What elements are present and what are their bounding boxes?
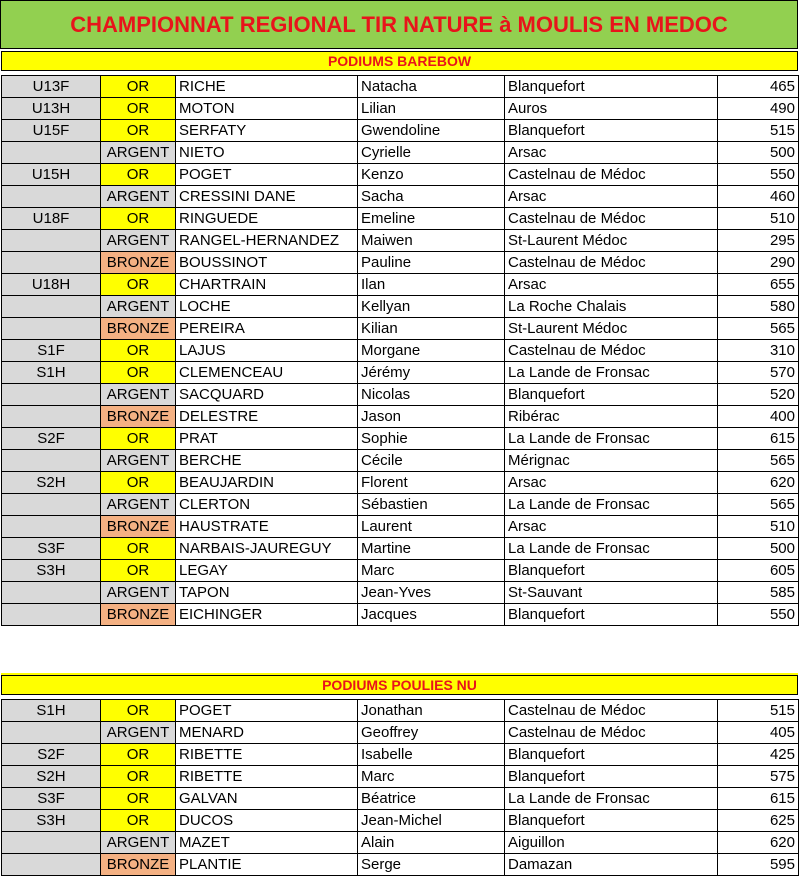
table-row (2, 582, 799, 604)
medal-cell: OR (101, 472, 176, 494)
table-row (2, 142, 799, 164)
medal-cell: BRONZE (101, 516, 176, 538)
table-row (2, 230, 799, 252)
score-cell: 465 (718, 76, 799, 98)
score-cell: 515 (718, 120, 799, 142)
club-cell: Castelnau de Médoc (505, 208, 718, 230)
table-row (2, 428, 799, 450)
score-cell: 510 (718, 208, 799, 230)
medal-cell: OR (101, 274, 176, 296)
last-name-cell: LOCHE (176, 296, 358, 318)
last-name-cell: NARBAIS-JAUREGUY (176, 538, 358, 560)
table-row (2, 296, 799, 318)
last-name-cell: RANGEL-HERNANDEZ (176, 230, 358, 252)
category-cell (2, 604, 101, 626)
category-cell: S2F (2, 428, 101, 450)
medal-cell: OR (101, 208, 176, 230)
last-name-cell: RIBETTE (176, 766, 358, 788)
medal-cell: BRONZE (101, 406, 176, 428)
table-row (2, 472, 799, 494)
score-cell: 515 (718, 700, 799, 722)
table-row (2, 560, 799, 582)
club-cell: Arsac (505, 186, 718, 208)
score-cell: 290 (718, 252, 799, 274)
category-cell (2, 494, 101, 516)
last-name-cell: PRAT (176, 428, 358, 450)
first-name-cell: Pauline (358, 252, 505, 274)
last-name-cell: PLANTIE (176, 854, 358, 876)
score-cell: 405 (718, 722, 799, 744)
first-name-cell: Cyrielle (358, 142, 505, 164)
medal-cell: BRONZE (101, 318, 176, 340)
first-name-cell: Sacha (358, 186, 505, 208)
last-name-cell: BERCHE (176, 450, 358, 472)
club-cell: Blanquefort (505, 766, 718, 788)
club-cell: Arsac (505, 142, 718, 164)
table-row (2, 766, 799, 788)
table-row (2, 450, 799, 472)
category-cell (2, 318, 101, 340)
first-name-cell: Marc (358, 560, 505, 582)
score-cell: 620 (718, 472, 799, 494)
category-cell: U13H (2, 98, 101, 120)
category-cell: S2F (2, 744, 101, 766)
first-name-cell: Maiwen (358, 230, 505, 252)
table-row (2, 788, 799, 810)
first-name-cell: Martine (358, 538, 505, 560)
score-cell: 570 (718, 362, 799, 384)
category-cell: S3F (2, 538, 101, 560)
category-cell: U13F (2, 76, 101, 98)
club-cell: La Lande de Fronsac (505, 428, 718, 450)
club-cell: Blanquefort (505, 560, 718, 582)
score-cell: 575 (718, 766, 799, 788)
club-cell: Blanquefort (505, 810, 718, 832)
first-name-cell: Jean-Michel (358, 810, 505, 832)
table-row (2, 98, 799, 120)
last-name-cell: CLERTON (176, 494, 358, 516)
medal-cell: OR (101, 362, 176, 384)
club-cell: St-Sauvant (505, 582, 718, 604)
score-cell: 565 (718, 450, 799, 472)
score-cell: 585 (718, 582, 799, 604)
medal-cell: ARGENT (101, 722, 176, 744)
club-cell: La Lande de Fronsac (505, 494, 718, 516)
last-name-cell: CHARTRAIN (176, 274, 358, 296)
last-name-cell: CRESSINI DANE (176, 186, 358, 208)
score-cell: 565 (718, 494, 799, 516)
section-heading-barebow: PODIUMS BAREBOW (1, 51, 798, 71)
category-cell (2, 142, 101, 164)
medal-cell: BRONZE (101, 252, 176, 274)
category-cell (2, 450, 101, 472)
last-name-cell: CLEMENCEAU (176, 362, 358, 384)
category-cell: S2H (2, 766, 101, 788)
category-cell: U18H (2, 274, 101, 296)
table-row (2, 722, 799, 744)
medal-cell: BRONZE (101, 854, 176, 876)
last-name-cell: NIETO (176, 142, 358, 164)
club-cell: St-Laurent Médoc (505, 318, 718, 340)
score-cell: 615 (718, 788, 799, 810)
medal-cell: ARGENT (101, 450, 176, 472)
score-cell: 625 (718, 810, 799, 832)
table-row (2, 854, 799, 876)
last-name-cell: MAZET (176, 832, 358, 854)
club-cell: Arsac (505, 274, 718, 296)
first-name-cell: Florent (358, 472, 505, 494)
last-name-cell: MOTON (176, 98, 358, 120)
score-cell: 500 (718, 142, 799, 164)
score-cell: 550 (718, 164, 799, 186)
last-name-cell: HAUSTRATE (176, 516, 358, 538)
first-name-cell: Serge (358, 854, 505, 876)
medal-cell: OR (101, 766, 176, 788)
score-cell: 620 (718, 832, 799, 854)
medal-cell: ARGENT (101, 582, 176, 604)
medal-cell: OR (101, 810, 176, 832)
table-row (2, 700, 799, 722)
category-cell: S3H (2, 560, 101, 582)
last-name-cell: RINGUEDE (176, 208, 358, 230)
last-name-cell: PEREIRA (176, 318, 358, 340)
medal-cell: OR (101, 120, 176, 142)
medal-cell: OR (101, 538, 176, 560)
first-name-cell: Béatrice (358, 788, 505, 810)
club-cell: Auros (505, 98, 718, 120)
club-cell: Aiguillon (505, 832, 718, 854)
category-cell: S1H (2, 700, 101, 722)
club-cell: Castelnau de Médoc (505, 164, 718, 186)
medal-cell: ARGENT (101, 142, 176, 164)
medal-cell: ARGENT (101, 494, 176, 516)
first-name-cell: Kenzo (358, 164, 505, 186)
table-row (2, 384, 799, 406)
first-name-cell: Jacques (358, 604, 505, 626)
category-cell: U18F (2, 208, 101, 230)
last-name-cell: MENARD (176, 722, 358, 744)
score-cell: 520 (718, 384, 799, 406)
poulies-nu-results-table (1, 699, 799, 876)
table-row (2, 604, 799, 626)
first-name-cell: Natacha (358, 76, 505, 98)
category-cell: U15F (2, 120, 101, 142)
last-name-cell: RICHE (176, 76, 358, 98)
category-cell (2, 516, 101, 538)
table-row (2, 494, 799, 516)
score-cell: 510 (718, 516, 799, 538)
club-cell: Blanquefort (505, 384, 718, 406)
score-cell: 655 (718, 274, 799, 296)
table-row (2, 340, 799, 362)
table-row (2, 164, 799, 186)
last-name-cell: DUCOS (176, 810, 358, 832)
club-cell: Castelnau de Médoc (505, 252, 718, 274)
first-name-cell: Morgane (358, 340, 505, 362)
first-name-cell: Laurent (358, 516, 505, 538)
medal-cell: BRONZE (101, 604, 176, 626)
club-cell: Blanquefort (505, 744, 718, 766)
last-name-cell: BEAUJARDIN (176, 472, 358, 494)
club-cell: La Lande de Fronsac (505, 788, 718, 810)
category-cell (2, 582, 101, 604)
club-cell: Castelnau de Médoc (505, 700, 718, 722)
page-title: CHAMPIONNAT REGIONAL TIR NATURE à MOULIS EN MEDOC (0, 0, 798, 49)
club-cell: La Lande de Fronsac (505, 538, 718, 560)
category-cell (2, 722, 101, 744)
club-cell: La Lande de Fronsac (505, 362, 718, 384)
club-cell: St-Laurent Médoc (505, 230, 718, 252)
barebow-results-table (1, 75, 799, 626)
club-cell: Arsac (505, 472, 718, 494)
club-cell: La Roche Chalais (505, 296, 718, 318)
table-row (2, 810, 799, 832)
last-name-cell: POGET (176, 164, 358, 186)
first-name-cell: Jonathan (358, 700, 505, 722)
club-cell: Blanquefort (505, 76, 718, 98)
score-cell: 550 (718, 604, 799, 626)
last-name-cell: SACQUARD (176, 384, 358, 406)
category-cell (2, 854, 101, 876)
category-cell: S3F (2, 788, 101, 810)
table-row (2, 274, 799, 296)
club-cell: Castelnau de Médoc (505, 340, 718, 362)
last-name-cell: LAJUS (176, 340, 358, 362)
first-name-cell: Gwendoline (358, 120, 505, 142)
medal-cell: OR (101, 76, 176, 98)
last-name-cell: DELESTRE (176, 406, 358, 428)
first-name-cell: Ilan (358, 274, 505, 296)
table-row (2, 538, 799, 560)
last-name-cell: LEGAY (176, 560, 358, 582)
club-cell: Mérignac (505, 450, 718, 472)
first-name-cell: Nicolas (358, 384, 505, 406)
medal-cell: OR (101, 164, 176, 186)
score-cell: 425 (718, 744, 799, 766)
score-cell: 500 (718, 538, 799, 560)
score-cell: 615 (718, 428, 799, 450)
club-cell: Ribérac (505, 406, 718, 428)
last-name-cell: SERFATY (176, 120, 358, 142)
score-cell: 400 (718, 406, 799, 428)
score-cell: 295 (718, 230, 799, 252)
category-cell: S1F (2, 340, 101, 362)
table-row (2, 76, 799, 98)
score-cell: 580 (718, 296, 799, 318)
table-row (2, 208, 799, 230)
first-name-cell: Alain (358, 832, 505, 854)
first-name-cell: Marc (358, 766, 505, 788)
section-heading-poulies-nu: PODIUMS POULIES NU (1, 675, 798, 695)
first-name-cell: Kellyan (358, 296, 505, 318)
first-name-cell: Jason (358, 406, 505, 428)
last-name-cell: RIBETTE (176, 744, 358, 766)
score-cell: 310 (718, 340, 799, 362)
last-name-cell: EICHINGER (176, 604, 358, 626)
table-row (2, 516, 799, 538)
category-cell (2, 384, 101, 406)
first-name-cell: Jean-Yves (358, 582, 505, 604)
category-cell (2, 296, 101, 318)
table-row (2, 406, 799, 428)
first-name-cell: Geoffrey (358, 722, 505, 744)
category-cell (2, 406, 101, 428)
category-cell (2, 252, 101, 274)
last-name-cell: BOUSSINOT (176, 252, 358, 274)
table-row (2, 186, 799, 208)
first-name-cell: Lilian (358, 98, 505, 120)
last-name-cell: GALVAN (176, 788, 358, 810)
score-cell: 490 (718, 98, 799, 120)
club-cell: Blanquefort (505, 120, 718, 142)
score-cell: 605 (718, 560, 799, 582)
category-cell (2, 832, 101, 854)
category-cell: S3H (2, 810, 101, 832)
medal-cell: OR (101, 560, 176, 582)
medal-cell: ARGENT (101, 230, 176, 252)
table-row (2, 252, 799, 274)
first-name-cell: Jérémy (358, 362, 505, 384)
first-name-cell: Isabelle (358, 744, 505, 766)
table-row (2, 744, 799, 766)
club-cell: Castelnau de Médoc (505, 722, 718, 744)
first-name-cell: Emeline (358, 208, 505, 230)
category-cell: S1H (2, 362, 101, 384)
medal-cell: OR (101, 98, 176, 120)
medal-cell: ARGENT (101, 832, 176, 854)
category-cell (2, 186, 101, 208)
last-name-cell: POGET (176, 700, 358, 722)
category-cell: S2H (2, 472, 101, 494)
table-row (2, 362, 799, 384)
medal-cell: OR (101, 428, 176, 450)
first-name-cell: Kilian (358, 318, 505, 340)
medal-cell: ARGENT (101, 296, 176, 318)
medal-cell: ARGENT (101, 384, 176, 406)
table-row (2, 318, 799, 340)
medal-cell: OR (101, 700, 176, 722)
score-cell: 595 (718, 854, 799, 876)
category-cell (2, 230, 101, 252)
table-row (2, 120, 799, 142)
medal-cell: ARGENT (101, 186, 176, 208)
last-name-cell: TAPON (176, 582, 358, 604)
medal-cell: OR (101, 340, 176, 362)
club-cell: Blanquefort (505, 604, 718, 626)
table-row (2, 832, 799, 854)
club-cell: Arsac (505, 516, 718, 538)
score-cell: 460 (718, 186, 799, 208)
club-cell: Damazan (505, 854, 718, 876)
score-cell: 565 (718, 318, 799, 340)
medal-cell: OR (101, 744, 176, 766)
medal-cell: OR (101, 788, 176, 810)
first-name-cell: Sébastien (358, 494, 505, 516)
first-name-cell: Sophie (358, 428, 505, 450)
first-name-cell: Cécile (358, 450, 505, 472)
category-cell: U15H (2, 164, 101, 186)
